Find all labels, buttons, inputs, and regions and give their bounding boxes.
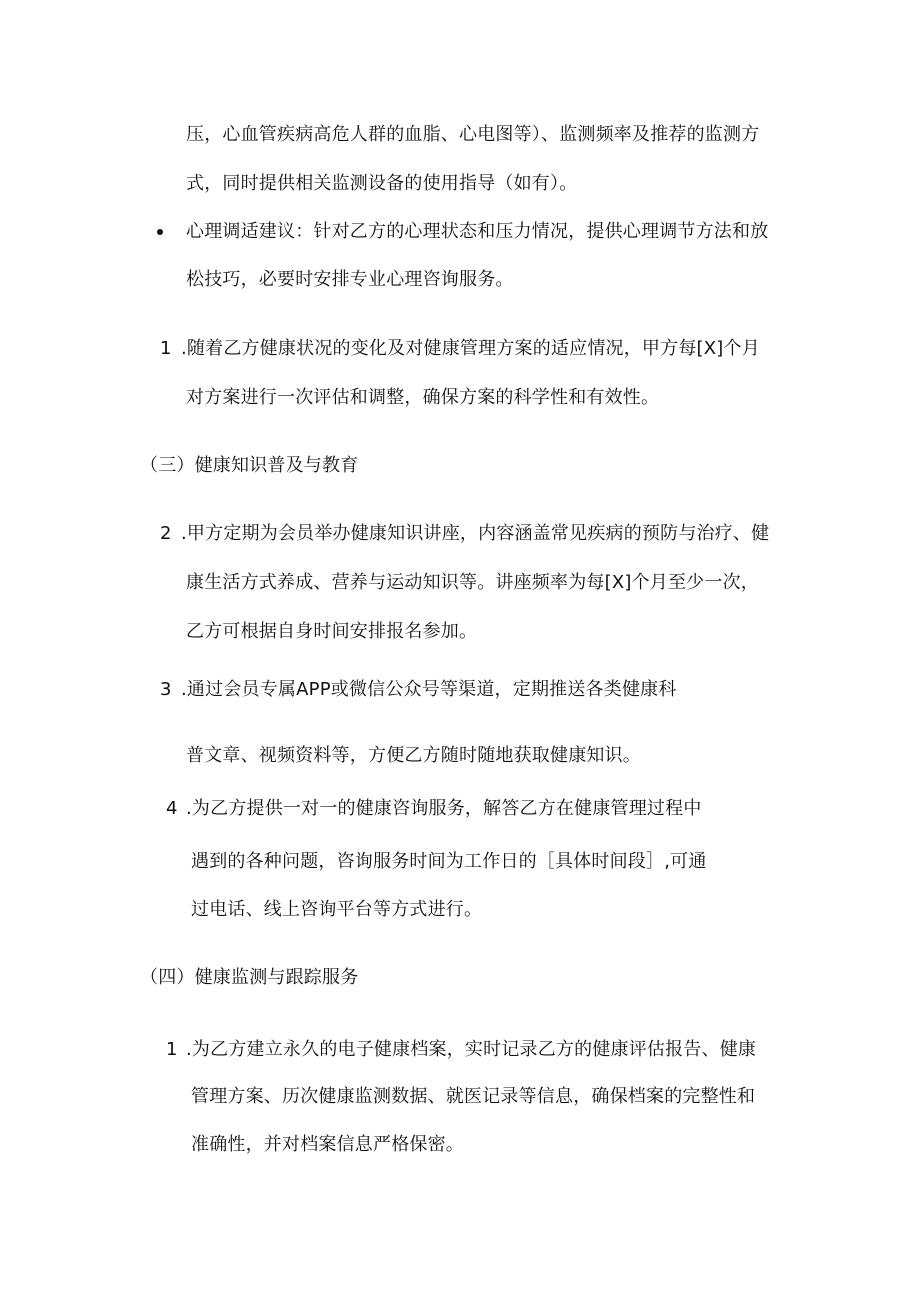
bullet-psych-line-2: 松技巧，必要时安排专业心理咨询服务。 — [186, 269, 514, 290]
section-3-heading: （三）健康知识普及与教育 — [140, 455, 359, 476]
section-3-item-2-line-3: 乙方可根据自身时间安排报名参加。 — [186, 621, 478, 642]
section-3-item-4-number: 4 — [166, 798, 178, 819]
section-3-item-3-number: 3 — [160, 679, 172, 700]
section-3-item-4-line-2: 遇到的各种问题，咨询服务时间为工作日的［具体时间段］,可通 — [191, 851, 707, 872]
section-3-item-2-line-1: .甲方定期为会员举办健康知识讲座，内容涵盖常见疾病的预防与治疗、健 — [181, 523, 770, 544]
section-4-item-1-line-3: 准确性，并对档案信息严格保密。 — [191, 1134, 464, 1155]
item-adjust-line-2: 对方案进行一次评估和调整，确保方案的科学性和有效性。 — [186, 387, 660, 408]
bullet-psych-line-1: 心理调适建议：针对乙方的心理状态和压力情况，提供心理调节方法和放 — [186, 221, 769, 242]
item-adjust-number: 1 — [160, 338, 172, 359]
section-4-item-1-number: 1 — [166, 1039, 178, 1060]
section-4-item-1-line-1: .为乙方建立永久的电子健康档案，实时记录乙方的健康评估报告、健康 — [186, 1039, 757, 1060]
section-3-item-2-number: 2 — [160, 523, 172, 544]
bullet-continuation-line-2: 式，同时提供相关监测设备的使用指导（如有）。 — [186, 173, 578, 194]
section-3-item-4-line-3: 过电话、线上咨询平台等方式进行。 — [191, 899, 483, 920]
section-4-item-1-line-2: 管理方案、历次健康监测数据、就医记录等信息，确保档案的完整性和 — [191, 1086, 756, 1107]
section-3-item-3-line-1: .通过会员专属APP或微信公众号等渠道，定期推送各类健康科 — [181, 679, 677, 700]
bullet-continuation-line-1: 压，心血管疾病高危人群的血脂、心电图等）、监测频率及推荐的监测方 — [186, 124, 760, 145]
section-4-heading: （四）健康监测与跟踪服务 — [140, 967, 359, 988]
bullet-dot-icon — [157, 229, 163, 235]
item-adjust-line-1: .随着乙方健康状况的变化及对健康管理方案的适应情况，甲方每[X]个月 — [181, 338, 760, 359]
section-3-item-2-line-2: 康生活方式养成、营养与运动知识等。讲座频率为每[X]个月至少一次， — [186, 572, 759, 593]
section-3-item-3-line-2: 普文章、视频资料等，方便乙方随时随地获取健康知识。 — [186, 745, 641, 766]
section-3-item-4-line-1: .为乙方提供一对一的健康咨询服务，解答乙方在健康管理过程中 — [186, 798, 702, 819]
